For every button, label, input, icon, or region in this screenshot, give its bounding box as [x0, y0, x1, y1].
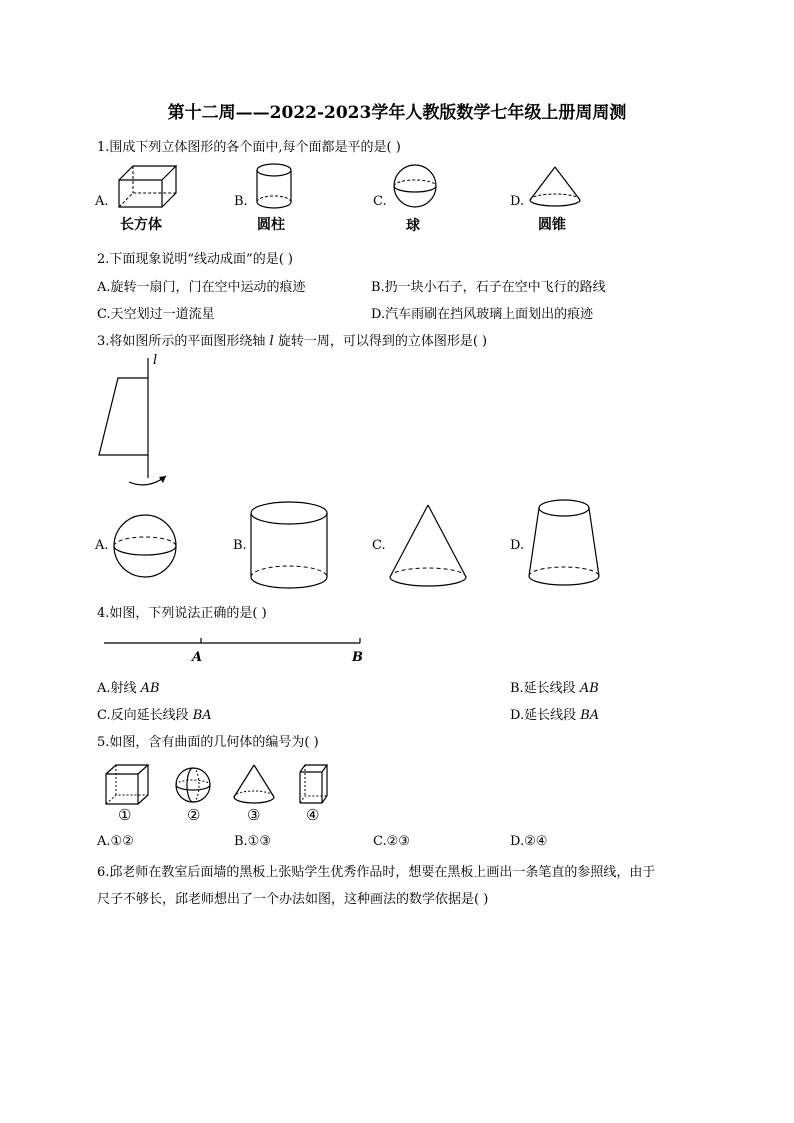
- point-b-label: B: [352, 650, 363, 665]
- q4-option-d-var: BA: [580, 708, 600, 723]
- q4-option-a-text: A.射线: [97, 681, 141, 696]
- prism-icon: [297, 762, 331, 808]
- q2-option-c[interactable]: C.天空划过一道流星: [97, 307, 215, 322]
- q1-option-d-caption: 圆锥: [538, 217, 566, 233]
- cube-icon: [104, 762, 152, 808]
- q5-option-c[interactable]: C.②③: [373, 834, 410, 849]
- q1-option-b-letter[interactable]: B.: [234, 194, 248, 209]
- q5-option-a[interactable]: A.①②: [97, 834, 134, 849]
- cone-icon: [528, 165, 584, 209]
- question-1-stem: 1.围成下列立体图形的各个面中,每个面都是平的是( ): [97, 140, 401, 155]
- q4-option-b-var: AB: [579, 681, 599, 696]
- q2-option-d[interactable]: D.汽车雨刷在挡风玻璃上面划出的痕迹: [371, 307, 594, 322]
- trapezoid-axis-figure: [96, 356, 176, 492]
- cylinder-icon: [249, 500, 331, 592]
- cone-icon: [232, 763, 278, 807]
- q1-option-c-caption: 球: [406, 218, 420, 234]
- question-3-axis-var: l: [269, 334, 274, 349]
- point-a-label: A: [192, 650, 203, 665]
- q3-option-a-letter[interactable]: A.: [95, 538, 109, 553]
- q4-option-c-text: C.反向延长线段: [97, 708, 193, 723]
- question-3-stem-after: 旋转一周，可以得到的立体图形是( ): [273, 334, 488, 349]
- sphere-icon: [112, 506, 182, 586]
- q4-option-c[interactable]: [97, 704, 212, 723]
- question-4-stem: 4.如图，下列说法正确的是( ): [97, 606, 267, 621]
- figure-label-2: ②: [187, 806, 201, 824]
- question-6-line-2: 尺子不够长，邱老师想出了一个办法如图，这种画法的数学依据是( ): [97, 892, 489, 907]
- q5-option-b[interactable]: B.①③: [234, 834, 271, 849]
- q4-option-d[interactable]: [510, 704, 599, 723]
- ray-line-figure: [104, 636, 364, 650]
- q1-option-d-letter[interactable]: D.: [510, 194, 525, 209]
- q3-option-c-letter[interactable]: C.: [372, 538, 386, 553]
- question-6-line-1: 6.邱老师在教室后面墙的黑板上张贴学生优秀作品时，想要在黑板上画出一条笔直的参照线，由于: [97, 865, 656, 880]
- figure-label-1: ①: [118, 806, 132, 824]
- q1-option-a-letter[interactable]: A.: [95, 194, 109, 209]
- cylinder-icon: [254, 162, 294, 212]
- sphere-icon: [392, 163, 440, 211]
- q1-option-b-caption: 圆柱: [257, 217, 285, 233]
- page-title: 第十二周——2022-2023学年人教版数学七年级上册周周测: [167, 103, 627, 123]
- figure-label-3: ③: [247, 806, 261, 824]
- q4-option-b-text: B.延长线段: [510, 681, 580, 696]
- q4-option-d-text: D.延长线段: [510, 708, 581, 723]
- cone-icon: [388, 503, 468, 589]
- question-3-stem: [97, 330, 487, 349]
- q3-option-d-letter[interactable]: D.: [510, 538, 525, 553]
- q4-option-a[interactable]: [97, 677, 160, 696]
- question-2-stem: 2.下面现象说明“线动成面”的是( ): [97, 252, 293, 267]
- frustum-icon: [527, 498, 603, 590]
- cuboid-icon: [116, 160, 178, 210]
- axis-label-l: l: [153, 353, 158, 368]
- figure-label-4: ④: [306, 806, 320, 824]
- q3-option-b-letter[interactable]: B.: [233, 538, 247, 553]
- q4-option-a-var: AB: [140, 681, 160, 696]
- q1-option-a-caption: 长方体: [120, 217, 162, 233]
- sphere-icon: [174, 766, 214, 806]
- q4-option-c-var: BA: [192, 708, 212, 723]
- question-3-stem-before: 3.将如图所示的平面图形绕轴: [97, 334, 270, 349]
- q4-option-b[interactable]: [510, 677, 599, 696]
- q2-option-a[interactable]: A.旋转一扇门，门在空中运动的痕迹: [97, 280, 306, 295]
- question-5-stem: 5.如图，含有曲面的几何体的编号为( ): [97, 735, 319, 750]
- q5-option-d[interactable]: D.②④: [510, 834, 548, 849]
- q2-option-b[interactable]: B.扔一块小石子，石子在空中飞行的路线: [371, 280, 606, 295]
- q1-option-c-letter[interactable]: C.: [373, 194, 387, 209]
